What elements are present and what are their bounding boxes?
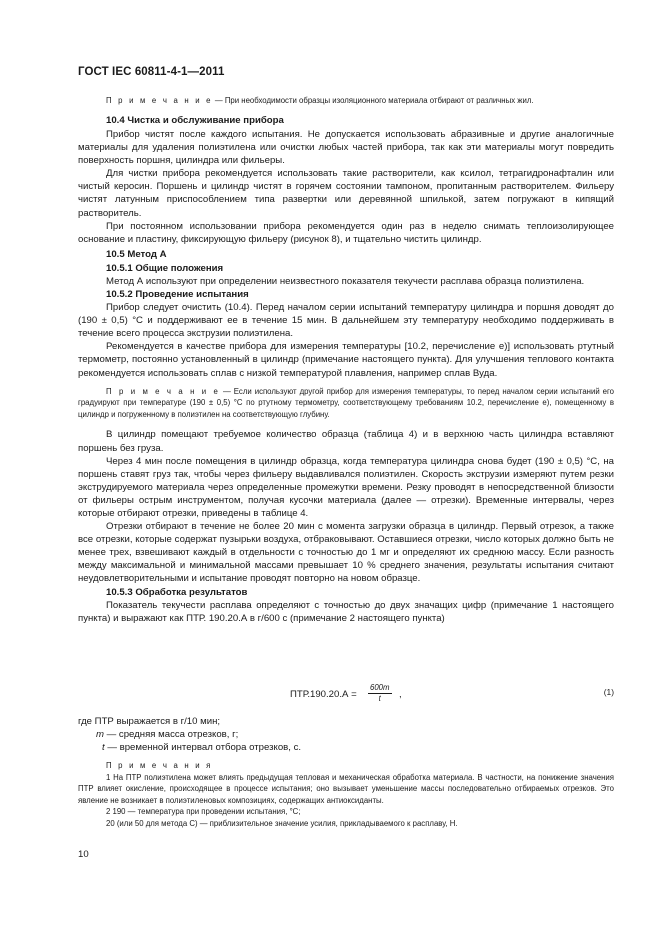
definition-line: где ПТР выражается в г/10 мин; [78, 716, 221, 727]
note-item: 1 На ПТР полиэтилена может влиять предыдущая тепловая и механическая обработка материала. В частности, на понижение значения ПТР влияет окисление, происходящее в процессе испытания; оно вызывает уменьшение массы последовательно отбираемых отрезков. Это явление не возникает в полиэтиленовых композициях, содержащих антиоксиданты. [78, 772, 614, 805]
formula-numerator: 600m [370, 683, 390, 692]
note-item: 20 (или 50 для метода С) — приблизительное значение усилия, прикладываемого к расплаву, Н. [106, 818, 458, 828]
section-10-4 [78, 114, 614, 246]
paragraph: Отрезки отбирают в течение не более 20 мин с момента загрузки образца в цилиндр. Первый отрезок, а также все отрезки, которые содержат пузырьки воздуха, отбраковывают. Оставшиеся отрезки, число которых должно быть не менее трех, взвешивают каждый в отдельности с точностью до 1 мг и определяют их среднюю массу. Если разность между максимальной и минимальной массами превышает 10 % среднего значения, результаты испытания считают неудовлетворительными и испытание проводят повторно на новом образце. [78, 521, 614, 585]
formula-number: (1) [603, 687, 614, 697]
definition-symbol: t [102, 742, 105, 754]
paragraph: Через 4 мин после помещения в цилиндр образца, когда температура цилиндра снова будет (190 ± 0,5) °С, на поршень ставят груз так, чтобы через фильеру выдавливался полиэтилен. Скорость экструзии измеряют путем резки экструдируемого материала через определенные промежутки времени. Резку проводят в непосредственной близости от фильеры острым инструментом, получая кусочки материала (далее — отрезки). Временные интервалы, через которые отбирают отрезки, приведены в таблице 4. [78, 455, 614, 519]
section-heading: 10.5 Метод А [106, 249, 167, 260]
formula-fraction [368, 683, 392, 704]
subsection-heading: 10.5.2 Проведение испытания [106, 289, 249, 301]
page-number: 10 [78, 849, 89, 860]
section-10-5 [78, 248, 614, 625]
paragraph: Прибор следует очистить (10.4). Перед началом серии испытаний температуру цилиндра и поршня доводят до (190 ± 0,5) °С и поддерживают ее в течение 15 мин. В дальнейшем эту температуру необходимо поддерживать в течение всего процесса экструзии полиэтилена. [78, 302, 614, 340]
note-item: 2 190 — температура при проведении испытания, °С; [106, 807, 301, 817]
paragraph: Рекомендуется в качестве прибора для измерения температуры [10.2, перечисление е)] использовать ртутный термометр, постоянно установленный в цилиндр (примечание настоящего пункта). Для улучшения теплового контакта рекомендуется использовать сплав с низкой температурой плавления, например сплав Вуда. [78, 341, 614, 379]
paragraph: При постоянном использовании прибора рекомендуется один раз в неделю снимать теплоизолирующее основание и пластину, фиксирующую фильеру (рисунок 8), и тщательно чистить цилиндр. [78, 220, 614, 245]
definition-line [78, 728, 614, 741]
note-paragraph [78, 386, 614, 421]
note-text: — При необходимости образцы изоляционного материала отбирают от различных жил. [212, 96, 534, 105]
notes-label-line [78, 760, 614, 772]
notes-label: П р и м е ч а н и я [106, 761, 213, 770]
note-paragraph [78, 95, 614, 107]
formula [78, 683, 614, 709]
notes-bottom [78, 760, 614, 830]
definition-line [78, 741, 614, 754]
document-header: ГОСТ IEC 60811-4-1—2011 [78, 66, 225, 78]
section-heading: 10.4 Чистка и обслуживание прибора [106, 115, 284, 126]
formula-lhs: ПТР.190.20.А = [290, 689, 357, 700]
definition-symbol: m [96, 729, 104, 741]
note-label: П р и м е ч а н и е [106, 96, 213, 105]
paragraph: Показатель текучести расплава определяют с точностью до двух значащих цифр (примечание 1 настоящего пункта) и выражают как ПТР. 190.20.А в г/600 с (примечание 2 настоящего пункта) [78, 599, 614, 624]
note-label: П р и м е ч а н и е [106, 386, 221, 396]
paragraph: В цилиндр помещают требуемое количество образца (таблица 4) и в верхнюю часть цилиндра вставляют поршень без груза. [78, 429, 614, 454]
paragraph: Для чистки прибора рекомендуется использовать такие растворители, как ксилол, тетрагидронафталин или чистый керосин. Поршень и цилиндр чистят в горячем состоянии тампоном, пропитанным растворителем. Фильеру чистят латунным приспособлением типа развертки или деревянной шпилькой, затем погружают в кипящий растворитель. [78, 168, 614, 219]
paragraph: Метод А используют при определении неизвестного показателя текучести расплава образца полиэтилена. [106, 276, 585, 287]
definitions [78, 715, 614, 754]
definition-text: — временной интервал отбора отрезков, с. [104, 742, 302, 754]
subsection-heading: 10.5.1 Общие положения [106, 263, 224, 274]
note-top [78, 95, 614, 107]
formula-comma: , [399, 689, 402, 700]
formula-denominator: t [378, 694, 381, 703]
paragraph: Прибор чистят после каждого испытания. Не допускается использовать абразивные и другие аналогичные материалы для удаления полиэтилена или очистки любых частей прибора, так как эти материалы могут повредить поверхность поршня, цилиндра или фильеры. [78, 129, 614, 167]
definition-text: — средняя масса отрезков, г; [104, 729, 239, 741]
subsection-heading: 10.5.3 Обработка результатов [106, 586, 248, 598]
note-text: — Если используют другой прибор для измерения температуры, то перед началом серии испытаний его градуируют при температуре (190 ± 0,5) °С по ртутному термометру, соответствующему требованиям 10.2, перечисление е), помещенному в цилиндр и погруженному в полиэтилен на соответствующую глубину. [78, 386, 615, 419]
